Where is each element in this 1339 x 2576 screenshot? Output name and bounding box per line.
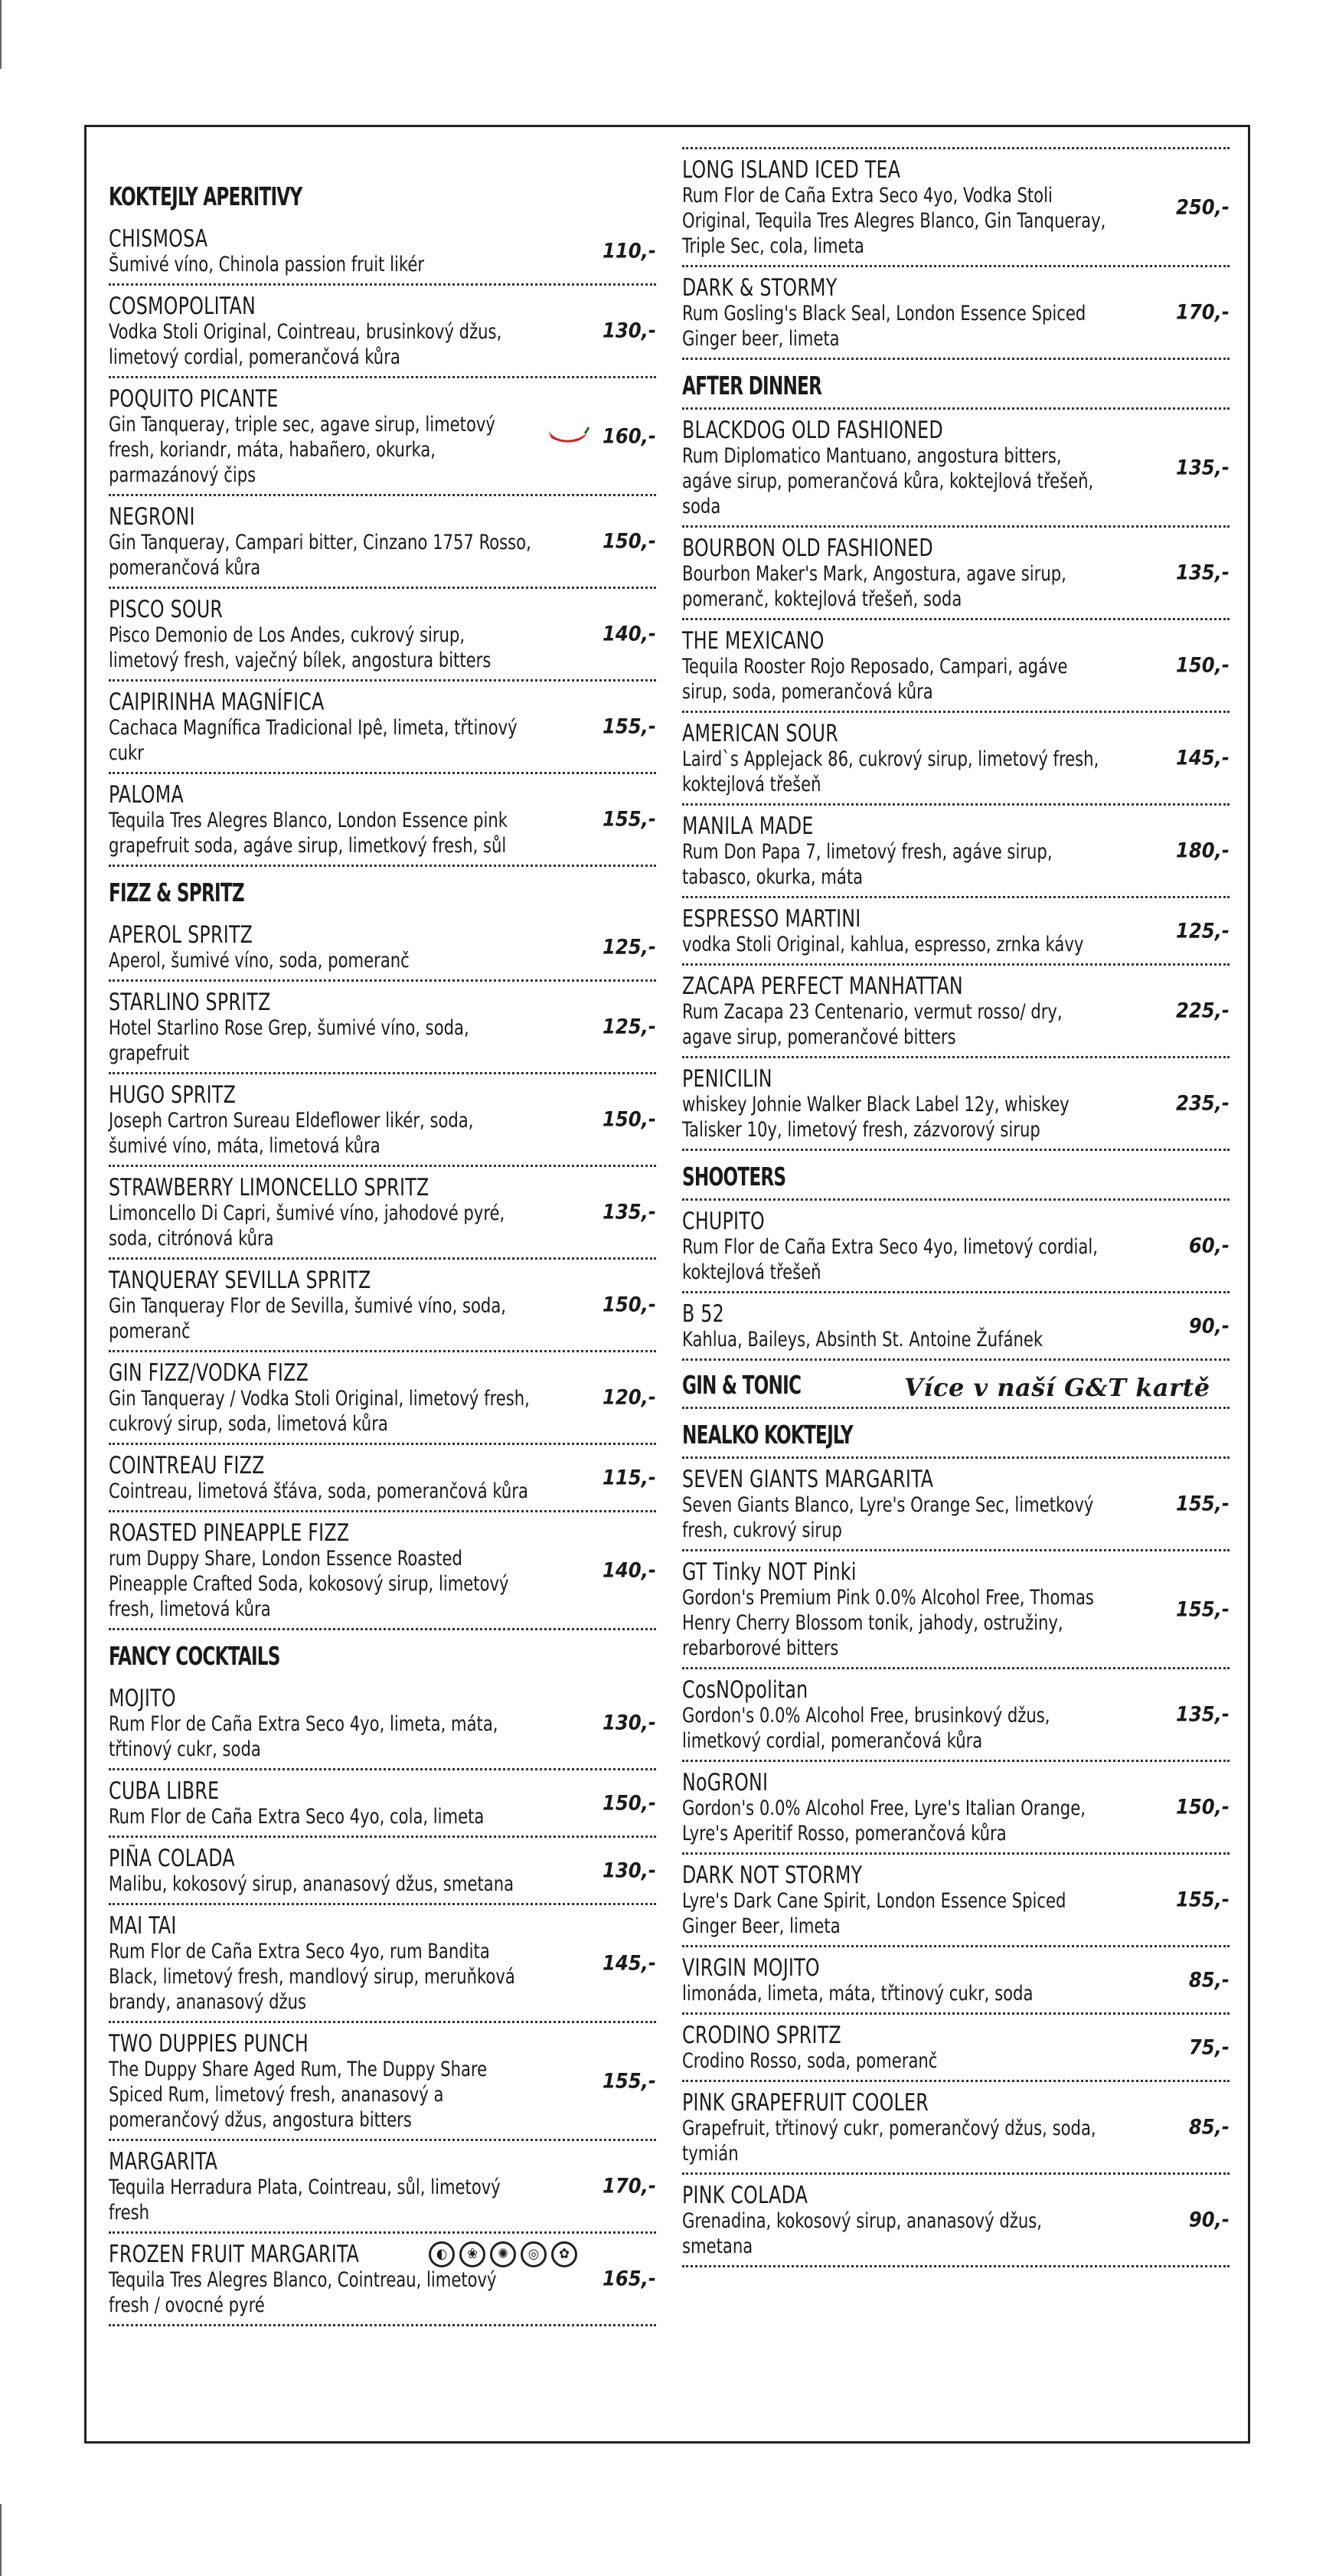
item-description [109,1804,535,1829]
item-name: ROASTED PINEAPPLE FIZZ [109,1519,350,1547]
item-name: COINTREAU FIZZ [109,1452,265,1479]
item-description-text: Joseph Cartron Sureau Eldeflower likér, soda, šumivé víno, máta, limetová kůra [109,1109,474,1158]
item-price: 145,- [602,1951,656,1975]
item-name: NoGRONI [682,1769,769,1796]
item-description-text: Rum Gosling's Black Seal, London Essence Spiced Ginger beer, limeta [682,302,1086,351]
raspberry-icon: ❀ [459,2241,485,2267]
item-name: GIN FIZZ/VODKA FIZZ [109,1359,309,1387]
item-price: 130,- [602,1858,656,1882]
item-name: SEVEN GIANTS MARGARITA [682,1466,934,1493]
item-price: 155,- [1175,1492,1230,1516]
item-price: 130,- [602,319,656,343]
menu-column-left [109,171,656,2326]
item-description [682,2116,1109,2166]
item-price: 125,- [602,1015,656,1039]
menu-item [109,496,656,587]
menu-item [109,1512,656,1628]
item-description [682,1703,1109,1754]
item-price: 155,- [602,714,656,739]
menu-item [682,1762,1230,1852]
item-description-text: Šumivé víno, Chinola passion fruit likér [109,253,425,276]
menu-item [682,1459,1230,1549]
menu-item [109,1838,656,1903]
item-description-text: Aperol, šumivé víno, soda, pomeranč [109,949,410,973]
item-price: 135,- [1175,456,1230,479]
item-price: 85,- [1188,1968,1230,1992]
item-name: ZACAPA PERFECT MANHATTAN [682,973,963,1000]
item-description [682,654,1109,704]
menu-item [682,1669,1230,1760]
item-description [109,808,535,858]
section-heading: SHOOTERS [682,1162,786,1192]
item-name: DARK & STORMY [682,274,838,302]
menu-item [109,218,656,283]
item-name: TANQUERAY SEVILLA SPRITZ [109,1267,371,1294]
item-description [682,1092,1109,1143]
item-description-text: Gordon's 0.0% Alcohol Free, Lyre's Italian Orange, Lyre's Aperitif Rosso, pomerančová kůra [682,1796,1086,1845]
item-name: ESPRESSO MARTINI [682,905,861,933]
item-description-text: Hotel Starlino Rose Grep, šumivé víno, soda, grapefruit [109,1016,469,1065]
item-description-text: Grapefruit, třtinový cukr, pomerančový džus, soda, tymián [682,2117,1096,2166]
chili-pepper-icon [547,426,589,449]
item-price: 125,- [602,935,656,959]
item-name: B 52 [682,1300,724,1328]
item-description [682,1585,1109,1661]
menu-item [682,898,1230,963]
item-price: 170,- [1175,300,1230,325]
item-description-text: Cachaca Magnífica Tradicional Ipê, limeta, třtinový cukr [109,716,518,765]
item-name: BLACKDOG OLD FASHIONED [682,417,943,444]
item-description [109,412,535,488]
item-name: MOJITO [109,1685,176,1712]
item-price: 140,- [602,622,656,646]
section-heading: FIZZ & SPRITZ [109,878,244,907]
item-description-text: Rum Flor de Caña Extra Seco 4yo, cola, limeta [109,1805,485,1829]
menu-item [109,1445,656,1510]
item-description-text: Gordon's 0.0% Alcohol Free, brusinkový džus, limetkový cordial, pomerančová kůra [682,1704,1050,1753]
item-price: 250,- [1175,195,1230,219]
item-description-text: Vodka Stoli Original, Cointreau, brusinkový džus, limetový cordial, pomerančová kůra [109,320,502,369]
menu-item [109,1770,656,1836]
item-description [109,1872,535,1897]
menu-item [682,806,1230,896]
item-description [109,1479,535,1504]
item-description [682,2048,1109,2074]
item-name: THE MEXICANO [682,627,825,655]
item-name: NEGRONI [109,503,195,531]
gin-tonic-note: Více v naší G&T kartě [904,1373,1210,1402]
item-description-text: Kahlua, Baileys, Absinth St. Antoine Žufánek [682,1328,1043,1352]
menu-item [682,2082,1230,2172]
item-description [109,2267,535,2318]
menu-item [109,2023,656,2139]
section-heading: AFTER DINNER [682,371,822,400]
item-price: 155,- [602,807,656,832]
item-description-text: Malibu, kokosový sirup, ananasový džus, smetana [109,1872,514,1896]
item-price: 235,- [1175,1091,1230,1116]
item-name: CHISMOSA [109,225,208,253]
item-description-text: Rum Flor de Caña Extra Seco 4yo, limetový cordial, koktejlová třešeň [682,1235,1098,1284]
item-description-text: Lyre's Dark Cane Spirit, London Essence Spiced Ginger Beer, limeta [682,1889,1066,1938]
menu-item [109,1167,656,1257]
menu-item [682,620,1230,711]
item-price: 130,- [602,1711,656,1735]
item-description [109,1108,535,1159]
item-description [109,715,535,766]
menu-item [109,1678,656,1768]
item-description [109,2175,535,2225]
kiwi-icon: ✺ [490,2241,516,2267]
item-description-text: Rum Flor de Caña Extra Seco 4yo, rum Bandita Black, limetový fresh, mandlový sirup, meruňková brandy, ananasový džus [109,1940,515,2014]
passion-fruit-icon: ◎ [521,2241,547,2267]
item-name: PISCO SOUR [109,596,224,623]
item-price: 90,- [1188,1314,1230,1338]
item-description [109,252,535,277]
item-description-text: rum Duppy Share, London Essence Roasted Pineapple Crafted Soda, kokosový sirup, limetový fresh, limetová kůra [109,1547,509,1621]
menu-item [682,1947,1230,2012]
item-name: BOURBON OLD FASHIONED [682,534,933,562]
item-name: APEROL SPRITZ [109,921,253,949]
menu-item [682,1058,1230,1149]
menu-item [682,2015,1230,2080]
gin-tonic-row [682,1361,1230,1407]
item-price: 150,- [1175,1795,1230,1819]
item-name: COSMOPOLITAN [109,293,256,320]
item-price: 155,- [602,2069,656,2093]
item-price: 150,- [602,1791,656,1815]
menu-item [682,966,1230,1056]
item-price: 145,- [1175,746,1230,770]
item-name: MANILA MADE [682,812,814,840]
item-description [109,2057,535,2133]
menu-item [109,286,656,376]
item-name: DARK NOT STORMY [682,1862,863,1889]
item-description-text: Gin Tanqueray, Campari bitter, Cinzano 1757 Rosso, pomerančová kůra [109,531,531,580]
item-price: 150,- [602,529,656,554]
item-name: CHUPITO [682,1208,765,1235]
menu-item [682,528,1230,618]
item-name: PALOMA [109,781,184,809]
item-price: 135,- [1175,561,1230,585]
item-description [682,1492,1109,1543]
item-description-text: Pisco Demonio de Los Andes, cukrový sirup, limetový fresh, vaječný bílek, angostura bitters [109,623,492,672]
item-name: CRODINO SPRITZ [682,2022,841,2049]
section-heading: GIN & TONIC [682,1370,802,1400]
item-price: 85,- [1188,2115,1230,2140]
item-price: 180,- [1175,839,1230,863]
item-description [682,301,1109,351]
item-name: TWO DUPPIES PUNCH [109,2030,309,2058]
item-description [109,1015,535,1066]
item-description-text: Tequila Herradura Plata, Cointreau, sůl, limetový fresh [109,2176,501,2225]
item-price: 150,- [602,1107,656,1132]
item-price: 150,- [1175,653,1230,678]
strawberry-icon: ✿ [551,2241,577,2267]
item-description [682,443,1109,519]
menu-item [109,1260,656,1350]
item-description [109,1711,535,1762]
item-description [682,1327,1109,1352]
item-name: MARGARITA [109,2148,218,2176]
menu-item [109,589,656,679]
item-description-text: The Duppy Share Aged Rum, The Duppy Share Spiced Rum, limetový fresh, ananasový a pomerančový džus, angostura bitters [109,2058,488,2132]
item-description-text: Tequila Tres Alegres Blanco, Cointreau, limetový fresh / ovocné pyré [109,2268,497,2317]
item-description-text: whiskey Johnie Walker Black Label 12y, whiskey Talisker 10y, limetový fresh, zázvorový sirup [682,1093,1070,1142]
item-price: 75,- [1188,2035,1230,2059]
item-description [682,1981,1109,2006]
section-heading: FANCY COCKTAILS [109,1641,280,1671]
item-name: PINK COLADA [682,2182,808,2209]
item-description-text: Seven Giants Blanco, Lyre's Orange Sec, limetkový fresh, cukrový sirup [682,1493,1094,1542]
crop-mark-top [0,0,2,69]
item-price: 110,- [602,239,656,263]
item-name: CUBA LIBRE [109,1777,220,1805]
dotted-divider [682,2265,1230,2267]
item-description [109,623,535,673]
item-description-text: Gin Tanqueray, triple sec, agave sirup, limetový fresh, koriandr, máta, habañero, okurka, parmazánový čips [109,413,495,487]
item-price: 155,- [1175,1597,1230,1621]
item-description-text: Gordon's Premium Pink 0.0% Alcohol Free, Thomas Henry Cherry Blossom tonik, jahody, ostružiny, rebarborové bitters [682,1586,1094,1660]
item-name: PIÑA COLADA [109,1845,235,1872]
item-description [109,1293,535,1344]
item-name: PENICILIN [682,1065,772,1093]
item-name: LONG ISLAND ICED TEA [682,156,901,184]
item-description [682,2208,1109,2259]
item-name: AMERICAN SOUR [682,720,838,747]
item-description [682,1796,1109,1846]
item-price: 135,- [602,1200,656,1224]
item-price: 165,- [602,2267,656,2291]
item-description-text: Laird`s Applejack 86, cukrový sirup, limetový fresh, koktejlová třešeň [682,747,1099,796]
item-price: 155,- [1175,1888,1230,1912]
item-description [109,1939,535,2015]
fruit-icons [429,2241,577,2267]
menu-item [682,149,1230,265]
item-price: 120,- [602,1385,656,1410]
item-description-text: Rum Flor de Caña Extra Seco 4yo, Vodka Stoli Original, Tequila Tres Alegres Blanco, Gin Tanqueray, Triple Sec, cola, limeta [682,184,1106,258]
item-description-text: Gin Tanqueray Flor de Sevilla, šumivé víno, soda, pomeranč [109,1294,507,1343]
crop-mark-bottom [0,2504,2,2576]
item-description-text: Rum Flor de Caña Extra Seco 4yo, limeta, máta, třtinový cukr, soda [109,1712,498,1761]
menu-item [682,1551,1230,1667]
item-description [682,183,1109,259]
item-price: 115,- [602,1466,656,1489]
item-description [682,1888,1109,1939]
menu-item [682,1293,1230,1358]
menu-column-right [682,147,1230,2267]
item-name: PINK GRAPEFRUIT COOLER [682,2089,929,2117]
menu-item [109,682,656,772]
item-description-text: Rum Zacapa 23 Centenario, vermut rosso/ dry, agave sirup, pomerančové bitters [682,1000,1063,1049]
item-price: 125,- [1175,919,1230,943]
item-name: FROZEN FRUIT MARGARITA [109,2241,360,2268]
item-name: VIRGIN MOJITO [682,1954,820,1982]
item-price: 160,- [602,424,656,448]
item-description-text: Tequila Tres Alegres Blanco, London Essence pink grapefruit soda, agáve sirup, limetkový fresh, sůl [109,809,508,858]
dotted-divider [109,2324,656,2326]
menu-item [109,1352,656,1443]
item-price: 140,- [602,1558,656,1582]
item-name: CAIPIRINHA MAGNÍFICA [109,688,325,716]
item-name: HUGO SPRITZ [109,1081,237,1109]
menu-item [682,267,1230,358]
menu-item [682,2175,1230,2265]
item-description [682,1234,1109,1285]
item-name: STRAWBERRY LIMONCELLO SPRITZ [109,1174,429,1201]
item-description-text: Rum Don Papa 7, limetový fresh, agáve sirup, tabasco, okurka, máta [682,840,1053,889]
section-heading: KOKTEJLY APERITIVY [109,181,302,211]
item-price: 225,- [1175,999,1230,1023]
item-description [109,948,535,973]
item-price: 135,- [1175,1702,1230,1727]
item-price: 170,- [602,2174,656,2198]
item-description [682,561,1109,612]
menu-item [682,1201,1230,1291]
item-description-text: Bourbon Maker's Mark, Angostura, agave sirup, pomeranč, koktejlová třešeň, soda [682,562,1066,611]
item-description-text: Limoncello Di Capri, šumivé víno, jahodové pyré, soda, citrónová kůra [109,1201,505,1250]
item-price: 90,- [1188,2208,1230,2232]
item-description-text: Tequila Rooster Rojo Reposado, Campari, agáve sirup, soda, pomerančová kůra [682,655,1068,704]
menu-item [109,1905,656,2021]
item-description-text: vodka Stoli Original, kahlua, espresso, zrnka kávy [682,933,1084,956]
item-name: POQUITO PICANTE [109,385,279,413]
menu-item [109,914,656,979]
item-description-text: Crodino Rosso, soda, pomeranč [682,2049,938,2073]
section-heading: NEALKO KOKTEJLY [682,1420,853,1450]
menu-item [109,2141,656,2231]
item-description [682,932,1109,957]
item-description [682,999,1109,1050]
menu-item [109,982,656,1072]
item-name: MAI TAI [109,1912,177,1940]
menu-item [109,774,656,865]
item-description [109,1546,535,1622]
menu-item [109,378,656,494]
item-description-text: Rum Diplomatico Mantuano, angostura bitters, agáve sirup, pomerančová kůra, koktejlová třešeň, soda [682,444,1094,518]
item-name: STARLINO SPRITZ [109,989,271,1016]
item-description [682,839,1109,890]
item-description-text: Grenadina, kokosový sirup, ananasový džus, smetana [682,2209,1042,2258]
item-description-text: limonáda, limeta, máta, třtinový cukr, soda [682,1982,1034,2006]
item-name: CosNOpolitan [682,1676,808,1704]
item-description [109,319,535,370]
menu-item [682,410,1230,525]
item-price: 60,- [1188,1234,1230,1258]
item-description [109,530,535,580]
menu-item [682,1855,1230,1945]
item-description-text: Gin Tanqueray / Vodka Stoli Original, limetový fresh, cukrový sirup, soda, limetová kůra [109,1387,530,1436]
item-description [109,1386,535,1437]
lime-icon: ◐ [429,2241,455,2267]
menu-item [109,1074,656,1165]
item-price: 150,- [602,1293,656,1317]
menu-item [109,2234,656,2324]
item-description [682,747,1109,797]
item-description-text: Cointreau, limetová šťáva, soda, pomerančová kůra [109,1479,528,1503]
item-name: GT Tinky NOT Pinki [682,1558,857,1586]
menu-item [682,713,1230,803]
item-description [109,1201,535,1251]
